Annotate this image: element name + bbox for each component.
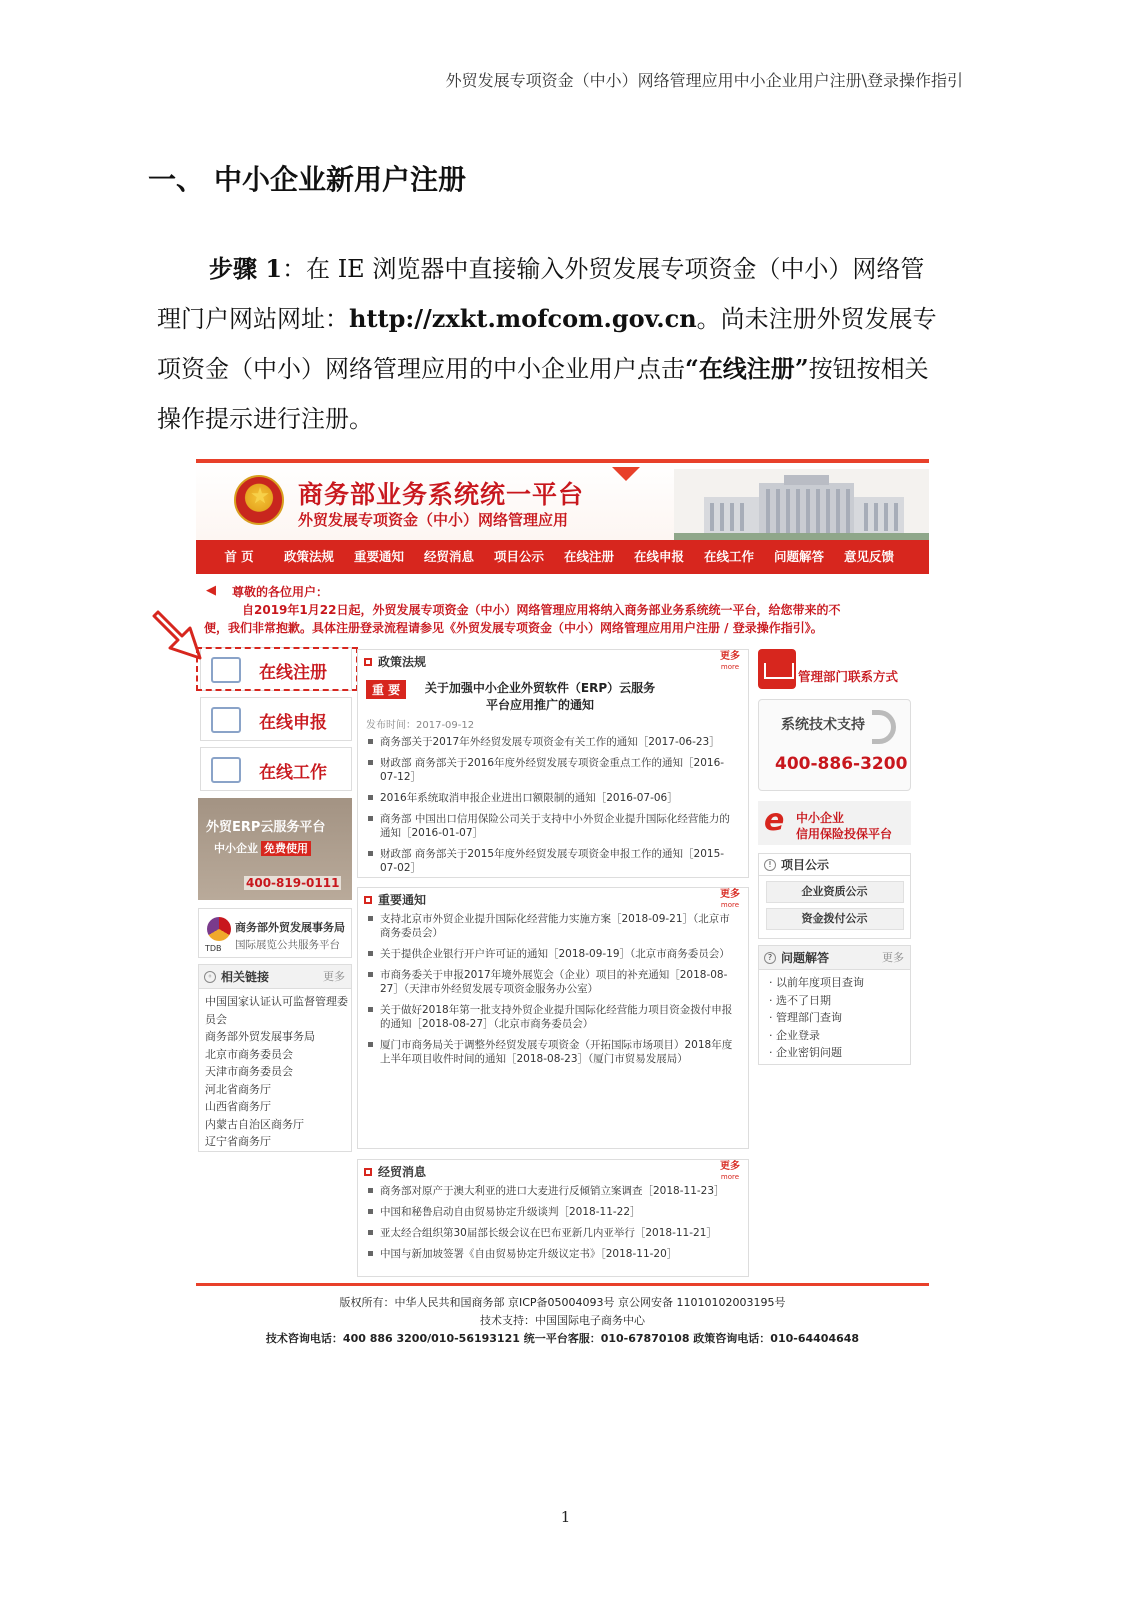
url-text: http://zxkt.mofcom.gov.cn [349,304,697,333]
running-header: 外贸发展专项资金（中小）网络管理应用中小企业用户注册\登录操作指引 [445,71,963,90]
tdb-sub: 国际展览公共服务平台 [235,939,340,951]
section-heading [148,158,466,198]
erp-phone: 400-819-0111 [246,876,340,890]
faq-item-text: 管理部门查询 [776,1011,842,1024]
section-bullet-icon [364,1168,372,1176]
related-link[interactable]: 中国国家认证认可监督管理委员会 [205,995,348,1026]
notice-greeting: 尊敬的各位用户： [232,585,329,599]
tdb-banner[interactable] [198,908,352,958]
apply-button[interactable] [200,697,352,741]
notices-more-en: more [720,901,740,909]
faq-item-text: 企业密钥问题 [776,1046,842,1059]
policy-item[interactable]: 商务部 中国出口信用保险公司关于支持中小外贸企业提升国际化经营能力的通知［2016-01-07］ [366,812,740,840]
faq-box [758,945,911,1065]
work-icon [211,757,241,783]
step-label: 步骤 1 [209,254,283,283]
related-link[interactable]: 商务部外贸发展事务局 [205,1030,315,1043]
quote-close: ” [794,354,809,383]
step-text-2: 。尚未注册外贸发展专项资金（中小）网络管理应用的中小企业用户点击 [157,305,937,383]
footer-hotlines: 技术咨询电话：400 886 3200/010-56193121 统一平台客服：010-67870108 政策咨询电话：010-64404648 [265,1332,860,1345]
notice-item[interactable]: 支持北京市外贸企业提升国际化经营能力实施方案［2018-09-21］（北京市商务委员会） [366,912,740,940]
nav-home[interactable]: 首 页 [224,549,254,564]
apply-icon [211,707,241,733]
erp-cloud-banner[interactable] [198,798,352,900]
faq-item-text: 企业登录 [776,1028,820,1042]
notice-item[interactable]: 市商务委关于申报2017年境外展览会（企业）项目的补充通知［2018-08-27］（天津市外经贸发展专项资金服务办公室） [366,968,740,996]
footer-accent-bar [196,1283,929,1286]
faq-list [759,970,910,1062]
nav-project-notice[interactable]: 项目公示 [493,549,544,564]
trade-news-item[interactable]: 中国和秘鲁启动自由贸易协定升级谈判［2018-11-22］ [366,1205,740,1219]
nav-register[interactable]: 在线注册 [563,549,614,564]
fund-disbursement-button[interactable]: 资金拨付公示 [766,908,904,930]
related-link[interactable]: 北京市商务委员会 [205,1047,293,1061]
policy-item[interactable]: 财政部 商务部关于2016年度外经贸发展专项资金重点工作的通知［2016-07-12］ [366,756,740,784]
nav-faq[interactable]: 问题解答 [773,549,824,564]
footer-copyright: 版权所有：中华人民共和国商务部 京ICP备05004093号 京公网安备 11010102003195号 [339,1296,786,1309]
megaphone-icon: ◀ [206,583,216,598]
notice-item[interactable]: 厦门市商务局关于调整外经贸发展专项资金（开拓国际市场项目）2018年度上半年项目收件时间的通知［2018-08-23］（厦门市贸易发展局） [366,1038,740,1066]
portal-banner [196,463,929,540]
policy-list [358,735,748,875]
policy-more-en: more [720,663,740,671]
section-bullet-icon [364,896,372,904]
contact-link[interactable] [758,649,911,693]
faq-item[interactable]: · 企业密钥问题 [769,1046,842,1059]
notices-list [358,912,748,1066]
tech-support-box [758,699,911,791]
related-link[interactable]: 天津市商务委员会 [205,1065,293,1078]
apply-button-label: 在线申报 [259,713,327,733]
policy-more-text: 更多 [720,651,740,662]
project-notice-header [759,854,910,876]
related-link[interactable]: 山西省商务厅 [205,1100,271,1113]
notices-box [357,887,749,1149]
faq-item[interactable]: · 企业登录 [769,1028,820,1042]
notice-line-2: 便，我们非常抱歉。具体注册登录流程请参见《外贸发展专项资金（中小）网络管理应用用户注册 / 登录操作指引》。 [204,621,823,635]
policy-more[interactable] [720,652,740,672]
nav-policy[interactable]: 政策法规 [283,549,334,564]
related-link[interactable]: 辽宁省商务厅 [205,1135,271,1148]
work-button-label: 在线工作 [259,763,327,783]
nav-notices[interactable]: 重要通知 [353,549,404,564]
trade-news-item[interactable]: 中国与新加坡签署《自由贸易协定升级议定书》［2018-11-20］ [366,1247,740,1261]
notices-header [358,888,748,912]
faq-title: 问题解答 [781,951,830,965]
related-link[interactable]: 内蒙古自治区商务厅 [205,1117,304,1131]
nav-work[interactable]: 在线工作 [703,549,754,564]
qualification-notice-button[interactable]: 企业资质公示 [766,881,904,903]
related-links-header [199,965,351,989]
banner-pointer [612,467,640,481]
trade-news-item[interactable]: 亚太经合组织第30届部长级会议在巴布亚新几内亚举行［2018-11-21］ [366,1226,740,1240]
notice-item[interactable]: 关于提供企业银行开户许可证的通知［2018-09-19］（北京市商务委员会） [366,947,740,961]
notice-banner [204,583,924,637]
policy-header [358,650,748,674]
important-tag: 重 要 [366,680,406,699]
faq-item-text: 选不了日期 [776,993,831,1007]
portal-footer [196,1294,929,1348]
highlight-dashed-box [196,647,358,691]
faq-item[interactable]: · 管理部门查询 [769,1011,842,1024]
phone-icon [872,710,896,744]
trade-news-box [357,1159,749,1277]
quote-open: “ [685,354,699,383]
related-link[interactable]: 河北省商务厅 [205,1082,271,1096]
step-paragraph [157,244,937,444]
policy-box [357,649,749,878]
faq-item[interactable]: · 以前年度项目查询 [769,976,864,989]
portal-title: 商务部业务系统统一平台 [298,480,585,509]
project-notice-title: 项目公示 [781,858,830,872]
trade-news-more-text: 更多 [720,1161,740,1172]
work-button[interactable] [200,747,352,791]
erp-free-badge: 免费使用 [261,841,311,856]
section-number: 一、 [148,163,205,196]
tdb-logo-icon [207,917,231,941]
circle-icon: ! [764,859,776,871]
notice-line-1: 自2019年1月22日起，外贸发展专项资金（中小）网络管理应用将纳入商务部业务系统统一平台，给您带来的不 [242,603,841,617]
e-logo-icon: e [764,803,785,838]
national-emblem-icon [234,475,284,525]
insurance-line-1: 中小企业 [796,811,845,825]
related-links-title: 相关链接 [221,970,270,984]
trade-news-item[interactable]: 商务部对原产于澳大利亚的进口大麦进行反倾销立案调查［2018-11-23］ [366,1184,740,1198]
nav-feedback[interactable]: 意见反馈 [843,549,894,564]
tdb-abbr: TDB [205,944,222,953]
nav-apply[interactable]: 在线申报 [633,549,684,564]
annotation-arrow-icon [150,608,210,664]
policy-item[interactable]: 财政部 商务部关于2015年度外经贸发展专项资金申报工作的通知［2015-07-02］ [366,847,740,875]
section-bullet-icon [364,658,372,666]
tech-support-label: 系统技术支持 [781,717,865,733]
project-notice-box [758,853,911,939]
policy-item[interactable]: 2016年系统取消申报企业进出口额限制的通知［2016-07-06］ [366,791,740,805]
nav-trade-news[interactable]: 经贸消息 [423,549,474,564]
erp-title: 外贸ERP云服务平台 [206,820,326,835]
page-number: 1 [560,1508,571,1526]
erp-sub [214,840,311,856]
section-title: 中小企业新用户注册 [214,163,467,196]
policy-title: 政策法规 [378,655,427,669]
portal-nav [196,540,929,574]
portal-screenshot [196,459,929,1394]
register-button-label: 在线注册 [259,663,327,683]
faq-item[interactable]: · 选不了日期 [769,993,831,1007]
faq-more[interactable]: 更多 [882,951,904,964]
important-item[interactable] [358,674,748,710]
related-links-list [199,989,351,1151]
step-text-1: ：在 IE 浏览器中直接输入外贸发展专项资金（中小）网络管理门户网站网址： [157,255,925,333]
related-links-box [198,964,352,1152]
register-emphasis: 在线注册 [698,354,795,383]
trade-news-title: 经贸消息 [378,1165,427,1179]
building-illustration-icon [674,469,929,541]
insurance-line-2: 信用保险投保平台 [796,827,893,841]
notice-item[interactable]: 关于做好2018年第一批支持外贸企业提升国际化经营能力项目资金拨付申报的通知［2018-08-27］（北京市商务委员会） [366,1003,740,1031]
insurance-banner[interactable] [758,801,911,845]
notices-more-text: 更多 [720,889,740,900]
tdb-name: 商务部外贸发展事务局 [235,921,345,934]
publish-date: 发布时间：2017-09-12 [366,720,475,731]
notices-more[interactable] [720,890,740,910]
trade-news-more[interactable] [720,1162,740,1182]
notices-title: 重要通知 [378,893,427,907]
envelope-icon [758,649,796,689]
faq-header [759,946,910,970]
trade-news-more-en: more [720,1173,740,1181]
contact-label: 管理部门联系方式 [798,669,899,684]
footer-tech-support: 技术支持：中国国际电子商务中心 [480,1314,645,1327]
trade-news-header [358,1160,748,1184]
portal-subtitle: 外贸发展专项资金（中小）网络管理应用 [298,511,569,529]
faq-item-text: 以前年度项目查询 [776,976,864,989]
circle-icon: ◦ [204,971,216,983]
step-text-3: 按钮按相关操作提示进行注册。 [157,355,929,433]
trade-news-list [358,1184,748,1261]
policy-item[interactable]: 商务部关于2017年外经贸发展专项资金有关工作的通知［2017-06-23］ [366,735,740,749]
tech-support-phone: 400-886-3200 [775,754,908,774]
erp-sub-text: 中小企业 [214,842,258,855]
important-title: 关于加强中小企业外贸软件（ERP）云服务平台应用推广的通知 [424,681,656,712]
question-icon: ? [764,952,776,964]
related-links-more[interactable]: 更多 [323,970,345,983]
